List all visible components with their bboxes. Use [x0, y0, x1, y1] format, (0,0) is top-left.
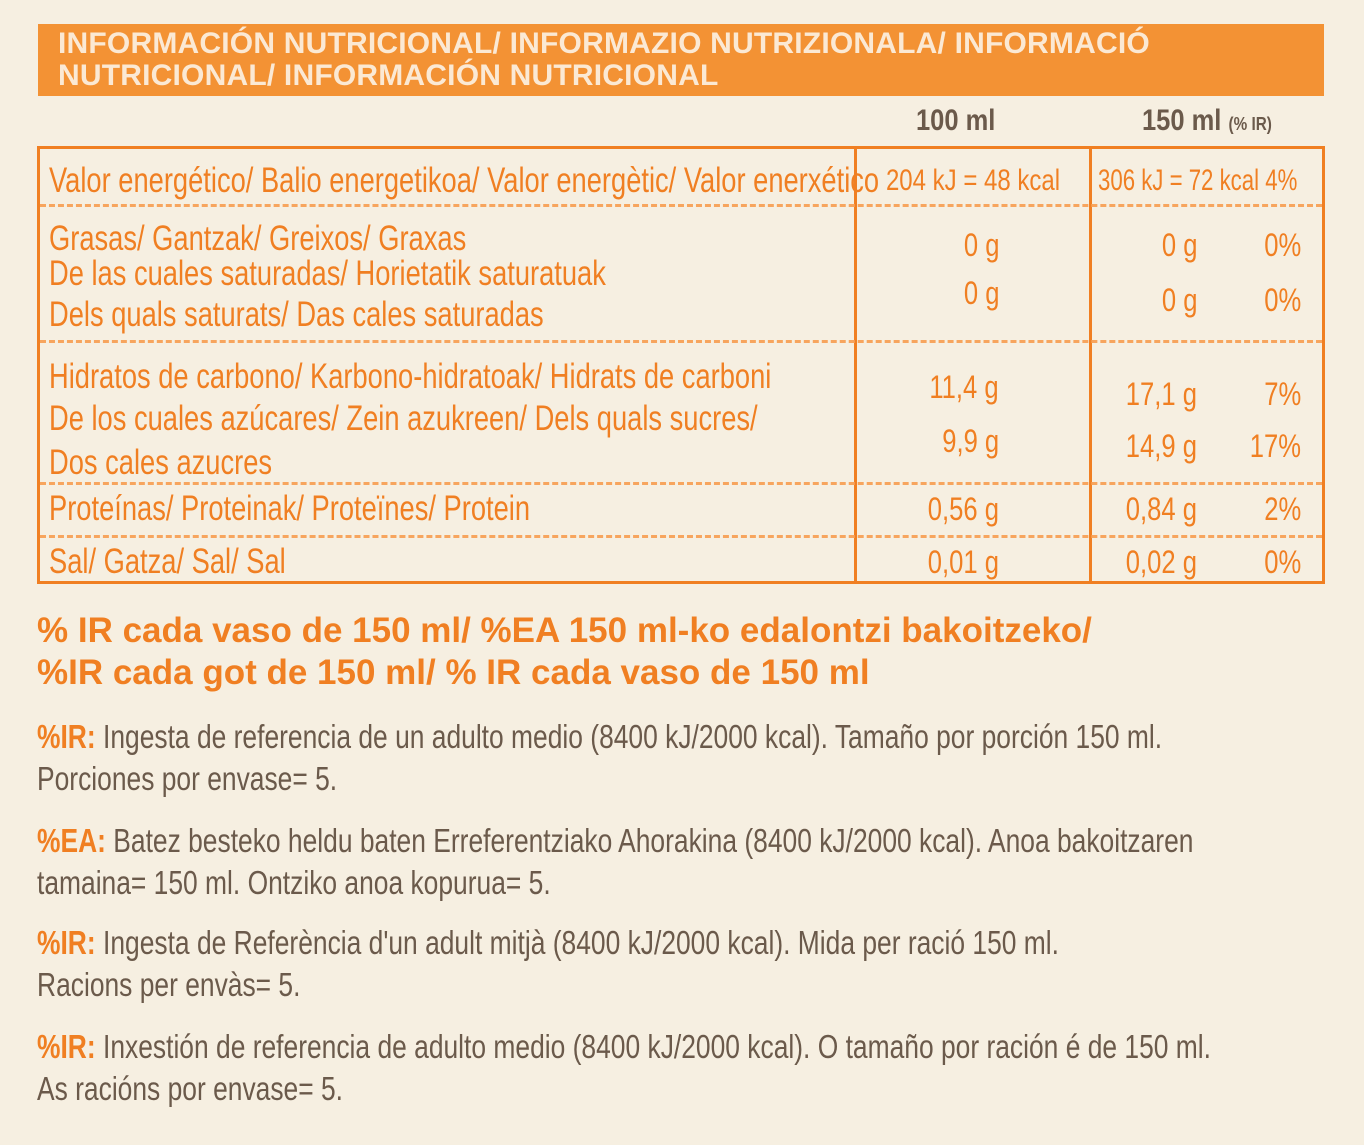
- salt-label: Sal/ Gatza/ Sal/ Sal: [49, 542, 286, 581]
- saturated-150ml: 0 g: [1161, 282, 1197, 318]
- note-text: Batez besteko heldu baten Erreferentziako Ahorakina (8400 kJ/2000 kcal). Anoa bakoitzaren: [105, 822, 1194, 859]
- column-header-100ml: 100 ml: [916, 104, 996, 137]
- header-line-1: INFORMACIÓN NUTRICIONAL/ INFORMAZIO NUTRIZIONALA/ INFORMACIÓ: [58, 27, 1150, 60]
- note-line-1: [37, 820, 1317, 862]
- saturated-100ml: 0 g: [963, 275, 999, 311]
- nutrition-table: [37, 146, 1325, 584]
- sugars-ir: 17%: [1249, 428, 1301, 464]
- ir-heading-line-2: %IR cada got de 150 ml/ % IR cada vaso de 150 ml: [37, 653, 870, 692]
- note-basque: [37, 820, 1317, 904]
- header-band: [38, 24, 1324, 96]
- row-divider: [40, 204, 1322, 207]
- row-divider: [40, 340, 1322, 343]
- protein-100ml: 0,56 g: [927, 491, 999, 527]
- note-tag: %IR:: [37, 1028, 96, 1065]
- energy-ir: 4%: [1265, 164, 1298, 197]
- note-tag: %IR:: [37, 718, 96, 755]
- carbs-150ml: 17,1 g: [1125, 376, 1197, 412]
- energy-150ml: [1098, 161, 1297, 201]
- note-line-2: Porciones por envase= 5.: [37, 760, 338, 797]
- sugars-100ml: 9,9 g: [942, 423, 999, 459]
- protein-ir: 2%: [1264, 491, 1301, 527]
- carbs-100ml: 11,4 g: [929, 369, 999, 405]
- carbs-label: Hidratos de carbono/ Karbono-hidratoak/ Hidrats de carboni: [49, 357, 772, 396]
- saturated-ir: 0%: [1264, 282, 1301, 318]
- saturated-label-1: De las cuales saturadas/ Horietatik saturatuak: [49, 254, 606, 293]
- column-header-150ml-label: 150 ml: [1142, 104, 1222, 137]
- carbs-ir: 7%: [1264, 376, 1301, 412]
- sugars-label-1: De los cuales azúcares/ Zein azukreen/ Dels quals sucres/: [49, 399, 758, 438]
- energy-100ml: 204 kJ = 48 kcal: [885, 164, 1061, 197]
- note-spanish: [37, 716, 1317, 800]
- note-tag: %EA:: [37, 822, 106, 859]
- note-catalan: [37, 922, 1317, 1006]
- column-header-150ml: [1142, 104, 1272, 141]
- salt-100ml: 0,01 g: [927, 544, 999, 580]
- note-line-1: [37, 716, 1317, 758]
- column-header-ir-label: (% IR): [1228, 114, 1272, 134]
- column-divider-2: [1089, 149, 1092, 581]
- column-divider-1: [854, 149, 857, 581]
- note-line-1: [37, 1026, 1317, 1068]
- sugars-label-2: Dos cales azucres: [49, 443, 273, 482]
- fats-150ml: 0 g: [1161, 227, 1197, 263]
- note-line-2: Racions per envàs= 5.: [37, 966, 301, 1003]
- fats-100ml: 0 g: [963, 227, 999, 263]
- note-line-1: [37, 922, 1317, 964]
- header-line-2: NUTRICIONAL/ INFORMACIÓN NUTRICIONAL: [58, 59, 719, 92]
- energy-150ml-value: 306 kJ = 72 kcal: [1098, 164, 1260, 197]
- fats-label: Grasas/ Gantzak/ Greixos/ Graxas: [49, 219, 467, 258]
- salt-150ml: 0,02 g: [1125, 544, 1197, 580]
- note-tag: %IR:: [37, 924, 96, 961]
- saturated-label-2: Dels quals saturats/ Das cales saturadas: [49, 295, 544, 334]
- ir-heading-line-1: % IR cada vaso de 150 ml/ %EA 150 ml-ko edalontzi bakoitzeko/: [37, 611, 1092, 650]
- note-text: Ingesta de referencia de un adulto medio (8400 kJ/2000 kcal). Tamaño por porción 150 ml.: [95, 718, 1163, 755]
- note-line-2: tamaina= 150 ml. Ontziko anoa kopurua= 5.: [37, 864, 551, 901]
- sugars-150ml: 14,9 g: [1125, 428, 1197, 464]
- ir-heading: [37, 610, 1327, 694]
- header-title: [58, 28, 1318, 92]
- row-divider: [40, 535, 1322, 538]
- note-text: Inxestión de referencia de adulto medio (8400 kJ/2000 kcal). O tamaño por ración é de 150 ml.: [95, 1028, 1211, 1065]
- protein-150ml: 0,84 g: [1125, 491, 1197, 527]
- protein-label: Proteínas/ Proteinak/ Proteïnes/ Protein: [49, 489, 531, 528]
- note-line-2: As racións por envase= 5.: [37, 1070, 343, 1107]
- note-text: Ingesta de Referència d'un adult mitjà (8400 kJ/2000 kcal). Mida per ració 150 ml.: [95, 924, 1059, 961]
- salt-ir: 0%: [1264, 544, 1301, 580]
- note-galician: [37, 1026, 1317, 1110]
- energy-label: Valor energético/ Balio energetikoa/ Valor energètic/ Valor enerxético: [49, 161, 880, 200]
- fats-ir: 0%: [1264, 227, 1301, 263]
